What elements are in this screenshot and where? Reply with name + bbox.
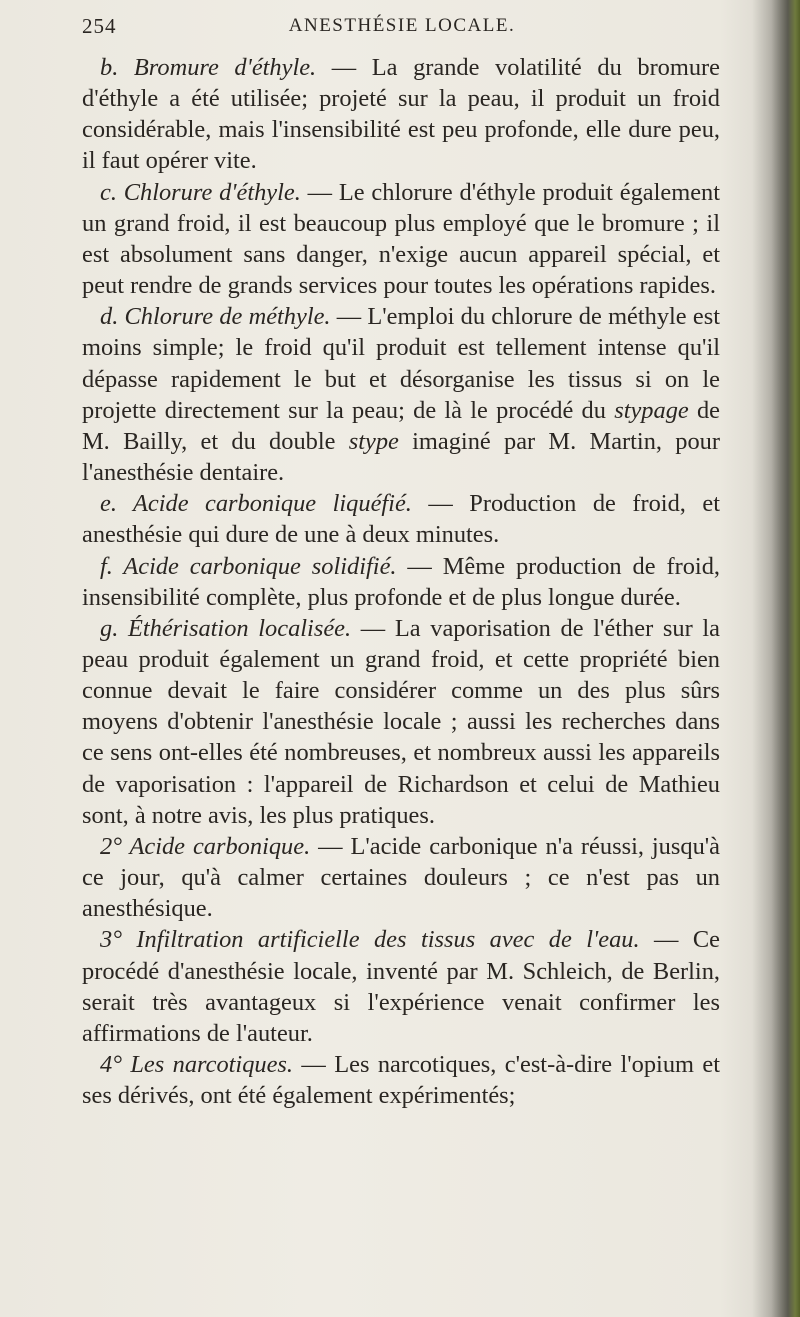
emphasis-term: stypage (614, 396, 689, 424)
body-text (82, 52, 720, 1111)
paragraph-chlorure-methyle (82, 301, 720, 488)
section-title: b. Bromure d'éthyle. (100, 54, 317, 81)
book-binding-edge (752, 0, 800, 1317)
paragraph-bromure-ethyle (82, 52, 720, 177)
paragraph-acide-liquefie (82, 488, 720, 550)
paragraph-body: — La vaporisation de l'éther sur la peau produit également un grand froid, et cette propriété bien connue devait le faire considérer comme un des plus sûrs moyens d'obtenir l'anesthésie locale ; aussi les recherches dans ce sens ont-elles été nombreuses, et nombreux aussi les appareils de vaporisation : l'appareil de Richardson et celui de Mathieu sont, à notre avis, les plus pratiques. (82, 614, 720, 829)
page-header (82, 14, 722, 44)
paragraph-narcotiques (82, 1049, 720, 1111)
section-title: 4° Les narcotiques. (100, 1051, 294, 1078)
paragraph-acide-solidifie (82, 551, 720, 613)
section-title: 3° Infiltration artificielle des tissus avec de l'eau. (100, 926, 640, 954)
paragraph-chlorure-ethyle (82, 177, 720, 302)
section-title: 2° Acide carbonique. (100, 832, 311, 860)
paragraph-body: — Production de froid, et anesthésie qui dure de une à deux minutes. (82, 490, 720, 549)
paragraph-body: imaginé par M. Martin, pour l'anesthésie dentaire. (82, 427, 720, 487)
section-title: e. Acide carbonique liquéfié. (100, 490, 412, 518)
paragraph-etherisation (82, 613, 720, 831)
paragraph-body: — La grande volatilité du bromure d'éthyle a été utilisée; projeté sur la peau, il produit un froid considérable, mais l'insensibilité est peu profonde, elle dure peu, il faut opérer vite. (82, 54, 720, 175)
paragraph-infiltration (82, 924, 720, 1049)
section-title: g. Éthérisation localisée. (100, 614, 352, 642)
section-title: f. Acide carbonique solidifié. (100, 552, 397, 580)
paragraph-body: — Les narcotiques, c'est-à-dire l'opium et ses dérivés, ont été également expérimentés; (82, 1051, 720, 1110)
paragraph-body: — L'acide carbonique n'a réussi, jusqu'à ce jour, qu'à calmer certaines douleurs ; ce n'est pas un anesthésique. (82, 832, 720, 923)
paragraph-body: de M. Bailly, et du double (82, 396, 720, 455)
paragraph-body: — L'emploi du chlorure de méthyle est moins simple; le froid qu'il produit est tellement intense qu'il dépasse rapidement le but et désorganise les tissus si on le projette directement sur la peau; de là le procédé du (82, 303, 720, 424)
section-title: c. Chlorure d'éthyle. (100, 178, 301, 206)
emphasis-term: stype (348, 427, 399, 455)
paragraph-acide-carbonique (82, 831, 720, 924)
paragraph-body: — Même production de froid, insensibilité complète, plus profonde et de plus longue durée. (82, 552, 720, 611)
paragraph-body: — Le chlorure d'éthyle produit également un grand froid, il est beaucoup plus employé que le bromure ; il est absolument sans danger, n'exige aucun appareil spécial, et peut rendre de grands services pour toutes les opérations rapides. (82, 178, 720, 300)
page-number: 254 (82, 14, 117, 38)
section-title: d. Chlorure de méthyle. (100, 303, 331, 331)
paragraph-body: — Ce procédé d'anesthésie locale, inventé par M. Schleich, de Berlin, serait très avantageux si l'expérience venait confirmer les affirmations de l'auteur. (82, 926, 720, 1047)
running-title: ANESTHÉSIE LOCALE. (288, 15, 516, 36)
